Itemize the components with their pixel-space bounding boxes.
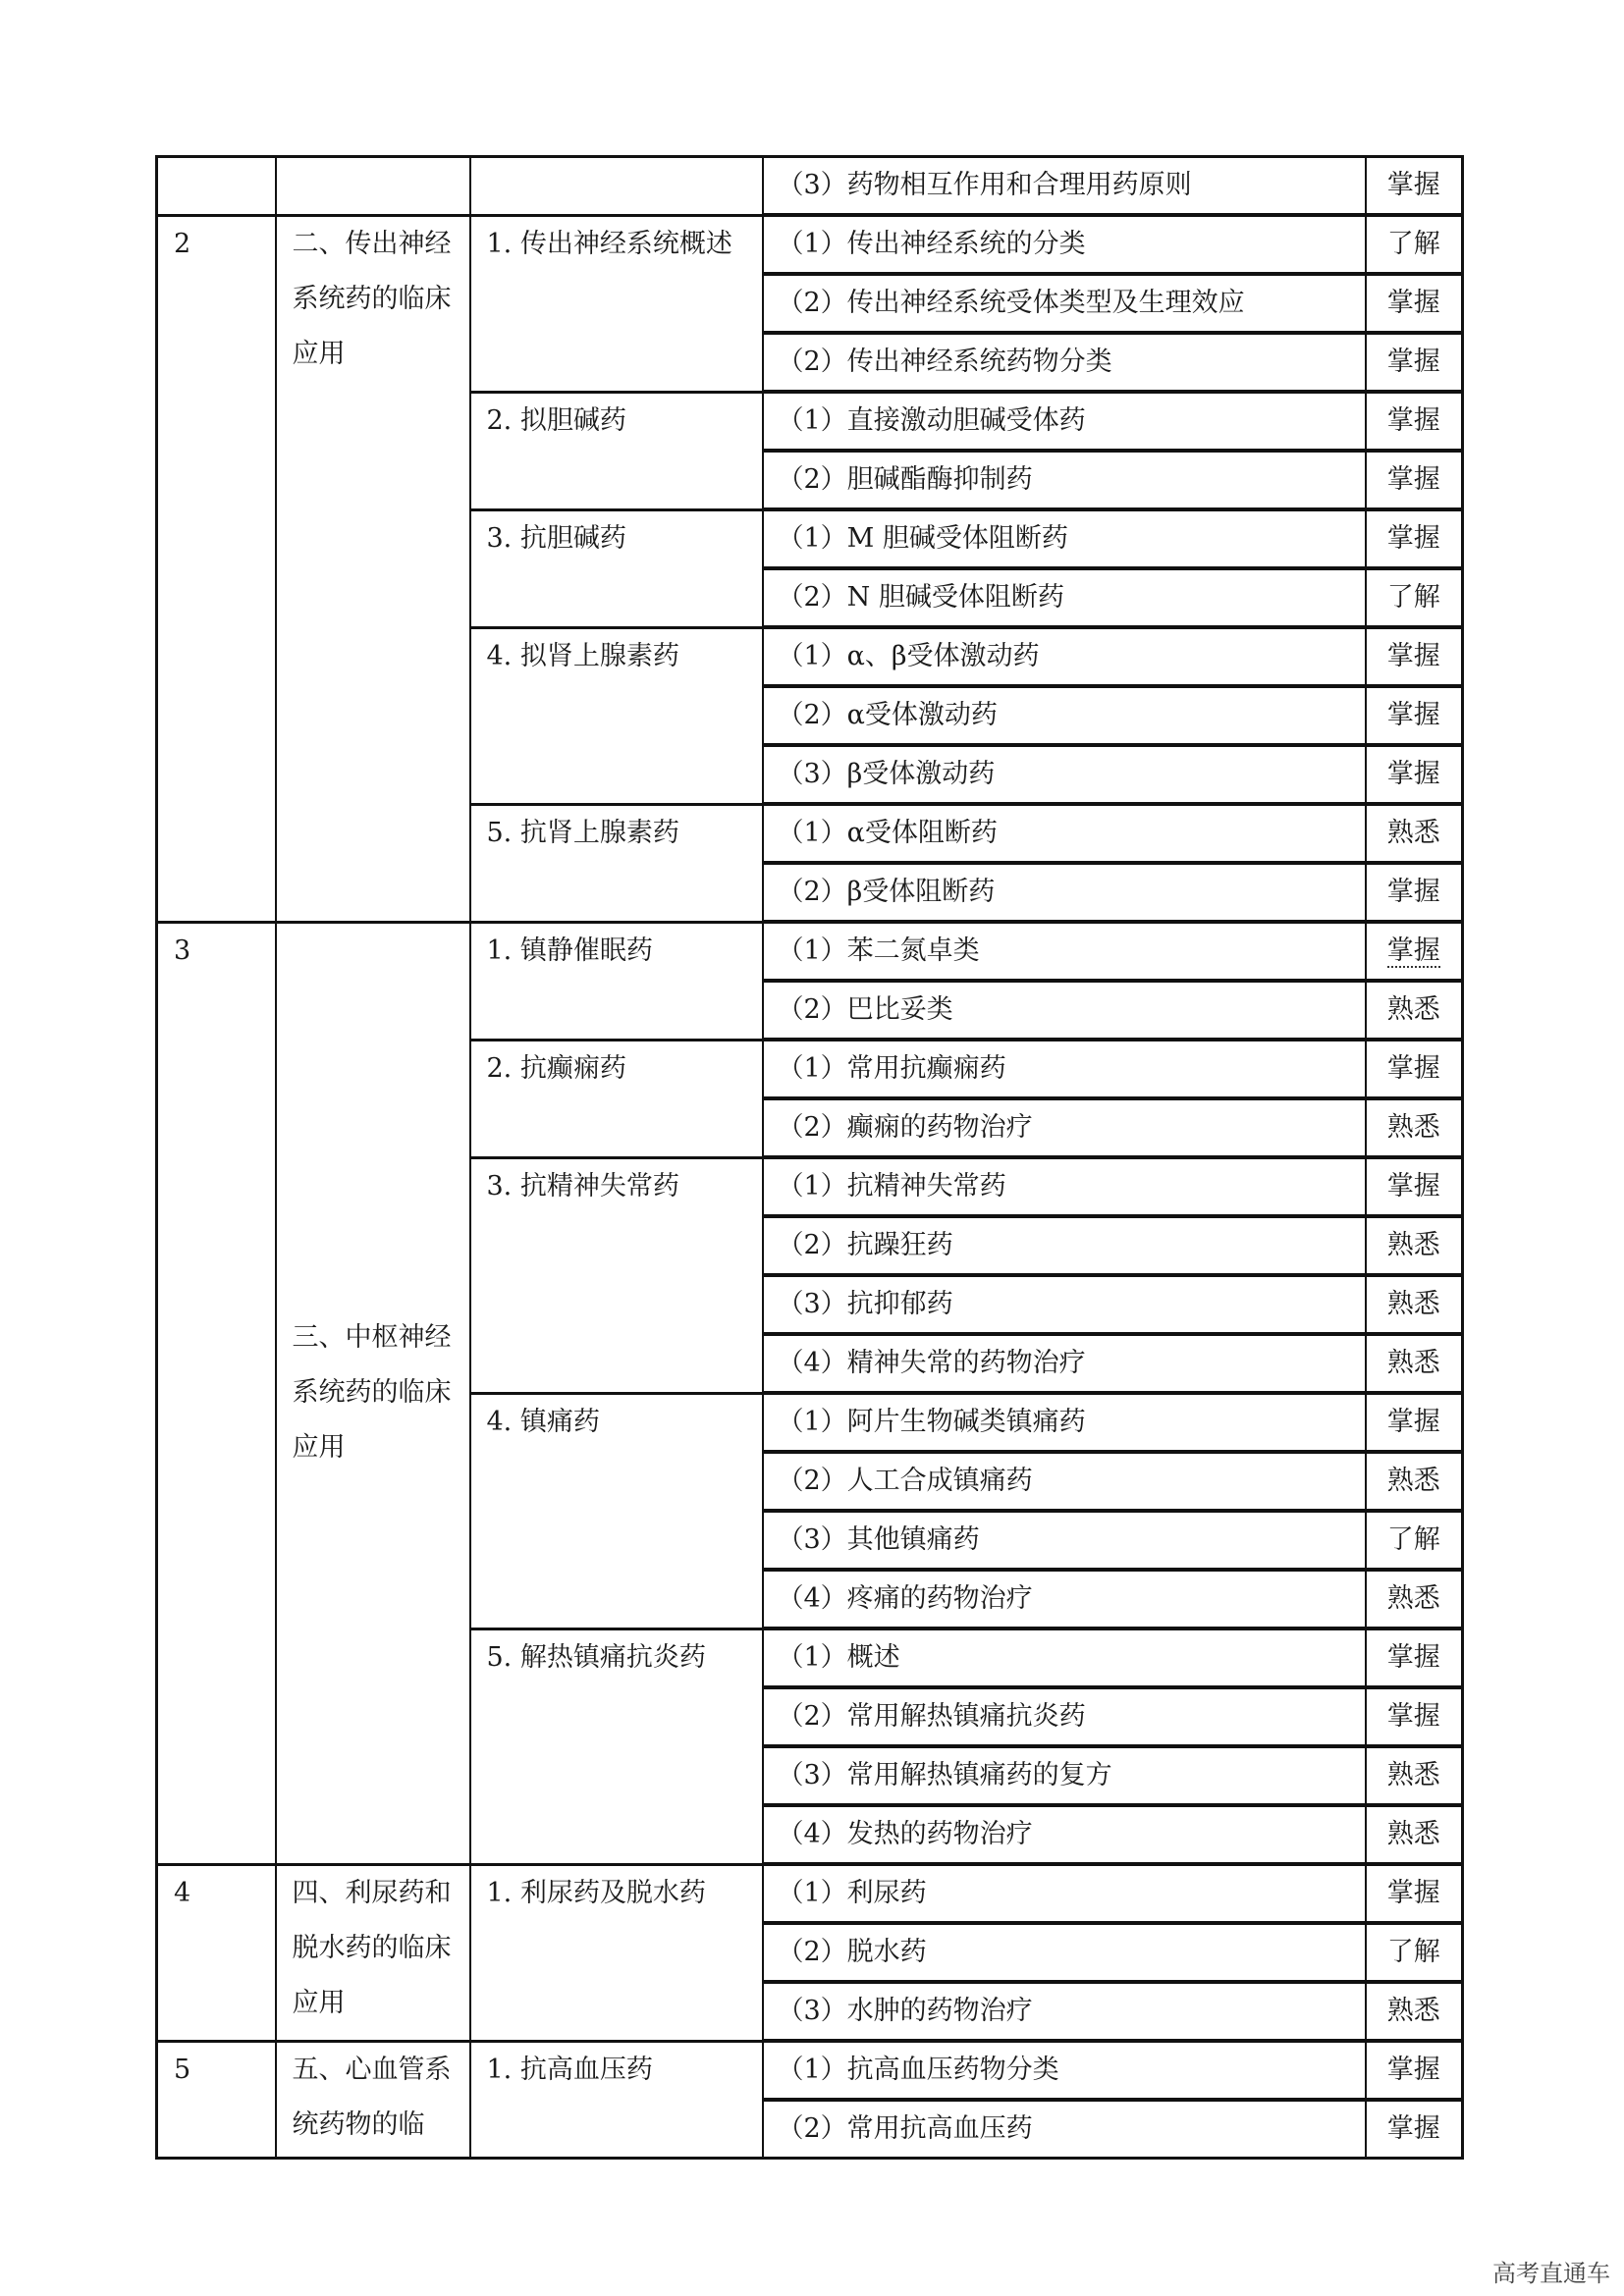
item-cell: （3）抗抑郁药 [763, 1275, 1366, 1334]
watermark: 高考直通车 [1492, 2260, 1610, 2287]
table-row [157, 922, 1463, 981]
item-cell: （3）药物相互作用和合理用药原则 [763, 157, 1366, 216]
level-text: 熟悉 [1386, 1760, 1440, 1790]
level-text: 掌握 [1386, 641, 1440, 671]
item-cell: （2）脱水药 [763, 1923, 1366, 1982]
level-cell [1366, 1687, 1463, 1746]
level-cell [1366, 2100, 1463, 2159]
unit-name-cell [276, 2041, 470, 2159]
subunit-cell: 1. 利尿药及脱水药 [470, 1864, 763, 2041]
level-cell [1366, 922, 1463, 981]
item-cell: （4）疼痛的药物治疗 [763, 1570, 1366, 1629]
level-cell [1366, 804, 1463, 863]
item-cell: （3）β受体激动药 [763, 745, 1366, 804]
level-text: 掌握 [1386, 1053, 1440, 1084]
level-text: 掌握 [1386, 877, 1440, 907]
item-cell: （2）抗躁狂药 [763, 1216, 1366, 1275]
subunit-cell: 1. 传出神经系统概述 [470, 215, 763, 392]
subunit-cell: 1. 抗高血压药 [470, 2041, 763, 2159]
level-cell [1366, 215, 1463, 274]
level-cell [1366, 509, 1463, 568]
item-cell: （1）传出神经系统的分类 [763, 215, 1366, 274]
level-text: 熟悉 [1386, 1112, 1440, 1143]
level-cell [1366, 1864, 1463, 1923]
level-text: 掌握 [1386, 405, 1440, 436]
level-cell [1366, 1511, 1463, 1570]
unit-number-cell: 5 [157, 2041, 276, 2159]
level-cell [1366, 568, 1463, 627]
item-cell: （3）其他镇痛药 [763, 1511, 1366, 1570]
level-cell [1366, 1805, 1463, 1864]
unit-number-cell: 3 [157, 922, 276, 1864]
level-cell [1366, 451, 1463, 509]
item-cell: （1）α、β受体激动药 [763, 627, 1366, 686]
subunit-cell: 3. 抗精神失常药 [470, 1157, 763, 1393]
unit-number-cell: 4 [157, 1864, 276, 2041]
table-row [157, 157, 1463, 216]
level-cell [1366, 1275, 1463, 1334]
item-cell: （3）常用解热镇痛药的复方 [763, 1746, 1366, 1805]
level-text: 了解 [1386, 582, 1440, 613]
level-cell [1366, 1334, 1463, 1393]
level-cell [1366, 863, 1463, 922]
level-text: 熟悉 [1386, 818, 1440, 848]
table-row [157, 2041, 1463, 2100]
level-text: 掌握 [1386, 2055, 1440, 2085]
level-text: 掌握 [1386, 2113, 1440, 2144]
level-cell [1366, 274, 1463, 333]
item-cell: （1）常用抗癫痫药 [763, 1040, 1366, 1098]
subunit-cell: 3. 抗胆碱药 [470, 509, 763, 627]
level-text: 了解 [1386, 1937, 1440, 1967]
level-cell [1366, 1098, 1463, 1157]
level-cell [1366, 686, 1463, 745]
level-cell [1366, 2041, 1463, 2100]
level-text: 掌握 [1386, 347, 1440, 377]
level-text: 熟悉 [1386, 1289, 1440, 1319]
subunit-cell: 5. 抗肾上腺素药 [470, 804, 763, 922]
level-text: 掌握 [1386, 935, 1440, 966]
level-text: 了解 [1386, 229, 1440, 259]
level-cell: 掌握 [1366, 157, 1463, 216]
level-cell [1366, 392, 1463, 451]
level-cell [1366, 1923, 1463, 1982]
level-text: 熟悉 [1386, 994, 1440, 1025]
level-cell [1366, 1629, 1463, 1687]
syllabus-table [155, 155, 1464, 2160]
unit-name-text: 五、心血管系统药物的临 [292, 2054, 452, 2140]
item-cell: （2）传出神经系统药物分类 [763, 333, 1366, 392]
level-cell [1366, 1040, 1463, 1098]
item-cell: （2）传出神经系统受体类型及生理效应 [763, 274, 1366, 333]
unit-name-cell [276, 1864, 470, 2041]
level-text: 掌握 [1386, 1407, 1440, 1437]
subunit-cell: 2. 抗癫痫药 [470, 1040, 763, 1157]
level-text: 熟悉 [1386, 1348, 1440, 1378]
item-cell: （1）抗精神失常药 [763, 1157, 1366, 1216]
level-text: 熟悉 [1386, 1230, 1440, 1260]
item-cell: （1）概述 [763, 1629, 1366, 1687]
item-cell: （2）α受体激动药 [763, 686, 1366, 745]
subunit-cell: 1. 镇静催眠药 [470, 922, 763, 1040]
item-cell: （2）胆碱酯酶抑制药 [763, 451, 1366, 509]
level-text: 掌握 [1386, 464, 1440, 495]
level-cell [1366, 1570, 1463, 1629]
item-cell: （1）直接激动胆碱受体药 [763, 392, 1366, 451]
level-cell [1366, 1157, 1463, 1216]
item-cell: （2）β受体阻断药 [763, 863, 1366, 922]
item-cell: （1）利尿药 [763, 1864, 1366, 1923]
subunit-cell: 2. 拟胆碱药 [470, 392, 763, 509]
level-cell [1366, 745, 1463, 804]
level-cell [1366, 1452, 1463, 1511]
level-cell [1366, 1746, 1463, 1805]
unit-name-cell [276, 215, 470, 922]
level-text: 掌握 [1386, 1878, 1440, 1908]
level-text: 掌握 [1386, 759, 1440, 789]
subunit-cell: 4. 镇痛药 [470, 1393, 763, 1629]
item-cell: （2）常用抗高血压药 [763, 2100, 1366, 2159]
item-cell: （1）阿片生物碱类镇痛药 [763, 1393, 1366, 1452]
item-cell: （4）发热的药物治疗 [763, 1805, 1366, 1864]
level-text: 熟悉 [1386, 1996, 1440, 2026]
level-cell [1366, 1216, 1463, 1275]
item-cell: （1）苯二氮卓类 [763, 922, 1366, 981]
unit-name-text: 二、传出神经系统药的临床应用 [292, 228, 452, 369]
item-cell: （2）巴比妥类 [763, 981, 1366, 1040]
item-cell: （2）N 胆碱受体阻断药 [763, 568, 1366, 627]
level-text: 掌握 [1386, 1701, 1440, 1732]
subunit-cell: 4. 拟肾上腺素药 [470, 627, 763, 804]
level-text: 熟悉 [1386, 1583, 1440, 1614]
item-cell: （2）人工合成镇痛药 [763, 1452, 1366, 1511]
item-cell: （2）癫痫的药物治疗 [763, 1098, 1366, 1157]
level-cell [1366, 627, 1463, 686]
level-text: 掌握 [1386, 523, 1440, 554]
item-cell: （1）M 胆碱受体阻断药 [763, 509, 1366, 568]
level-cell [1366, 1393, 1463, 1452]
subunit-cell: 5. 解热镇痛抗炎药 [470, 1629, 763, 1864]
level-text: 熟悉 [1386, 1819, 1440, 1849]
table-row [157, 215, 1463, 274]
unit-number-cell: 2 [157, 215, 276, 922]
table-row [157, 1864, 1463, 1923]
unit-name-cell [276, 157, 470, 216]
unit-name-text: 四、利尿药和脱水药的临床应用 [292, 1877, 452, 2018]
level-text: 掌握 [1386, 288, 1440, 318]
item-cell: （1）抗高血压药物分类 [763, 2041, 1366, 2100]
unit-number-cell [157, 157, 276, 216]
level-cell [1366, 1982, 1463, 2041]
item-cell: （3）水肿的药物治疗 [763, 1982, 1366, 2041]
unit-name-cell [276, 922, 470, 1864]
unit-name-text: 三、中枢神经系统药的临床应用 [292, 1322, 452, 1463]
level-text: 掌握 [1386, 700, 1440, 730]
level-text: 熟悉 [1386, 1466, 1440, 1496]
item-cell: （2）常用解热镇痛抗炎药 [763, 1687, 1366, 1746]
item-cell: （1）α受体阻断药 [763, 804, 1366, 863]
level-cell [1366, 981, 1463, 1040]
subunit-cell [470, 157, 763, 216]
item-cell: （4）精神失常的药物治疗 [763, 1334, 1366, 1393]
level-cell [1366, 333, 1463, 392]
level-text: 掌握 [1386, 1642, 1440, 1673]
level-text: 了解 [1386, 1524, 1440, 1555]
level-text: 掌握 [1386, 1171, 1440, 1201]
